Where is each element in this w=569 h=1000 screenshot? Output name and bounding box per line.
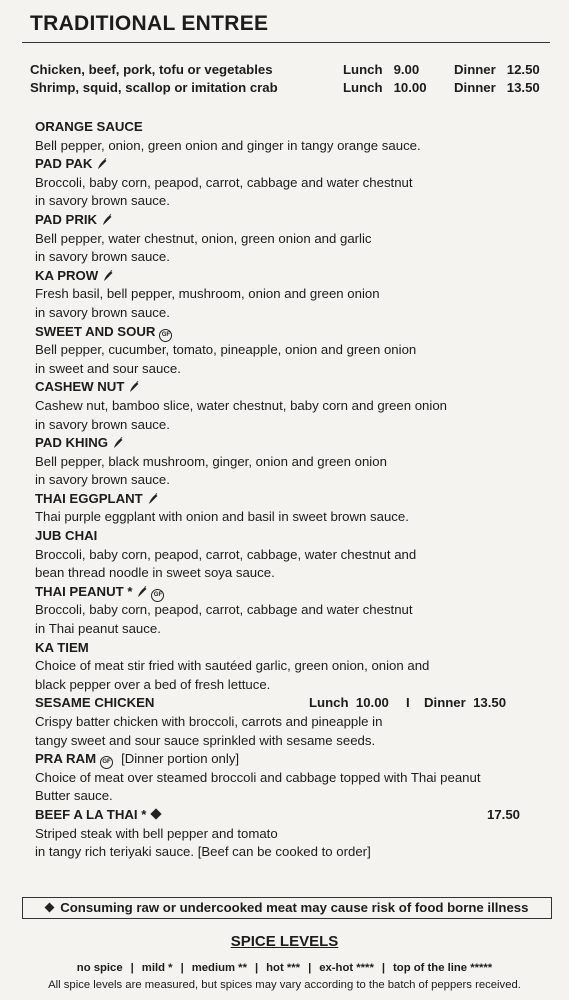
menu-item: [35, 378, 550, 434]
pricing-category: Chicken, beef, pork, tofu or vegetables: [30, 62, 273, 77]
menu-item: [35, 267, 550, 323]
description-line: in savory brown sauce.: [35, 304, 170, 320]
page-title: TRADITIONAL ENTREE: [30, 12, 269, 35]
menu-item-name-row: [35, 323, 550, 342]
entree-list: [35, 118, 550, 862]
description-line: black pepper over a bed of fresh lettuce.: [35, 676, 271, 692]
menu-item-name-row: [35, 378, 550, 397]
menu-item-name: BEEF A LA THAI *: [35, 806, 147, 822]
description-line: Thai purple eggplant with onion and basil in sweet brown sauce.: [35, 509, 409, 525]
gluten-free-icon: GF: [151, 589, 164, 602]
menu-item-name-row: [35, 211, 550, 230]
diamond-icon: [44, 903, 54, 913]
spice-levels-title: SPICE LEVELS: [230, 933, 339, 950]
menu-item-name: PAD PAK: [35, 156, 93, 172]
menu-item-name: SWEET AND SOUR: [35, 323, 156, 339]
menu-item: [35, 434, 550, 490]
menu-item: [35, 583, 550, 639]
description-line: Choice of meat stir fried with sautéed garlic, green onion, onion and: [35, 658, 430, 674]
description-line: in savory brown sauce.: [35, 472, 170, 488]
menu-item-name: PAD PRIK: [35, 211, 98, 227]
menu-item: [35, 750, 550, 806]
pricing-category: Shrimp, squid, scallop or imitation crab: [30, 80, 278, 95]
menu-item-note: [Dinner portion only]: [121, 751, 240, 767]
menu-item-name: JUB CHAI: [35, 528, 98, 544]
menu-item: [35, 806, 550, 862]
menu-item-name: THAI PEANUT *: [35, 583, 133, 599]
title-divider: [22, 42, 550, 43]
spice-level: ex-hot ****: [319, 962, 374, 974]
spice-levels-note: All spice levels are measured, but spices may vary according to the batch of peppers received.: [48, 979, 521, 991]
spice-level: mild *: [141, 962, 173, 974]
menu-item-name: KA TIEM: [35, 639, 89, 655]
spice-separator: |: [308, 962, 312, 974]
menu-item-name: SESAME CHICKEN: [35, 695, 155, 711]
description-line: Cashew nut, bamboo slice, water chestnut, baby corn and green onion: [35, 397, 447, 413]
menu-item-name-row: [35, 750, 550, 769]
spice-level: medium **: [191, 962, 247, 974]
menu-item-name-row: [35, 694, 550, 713]
menu-item: [35, 694, 550, 750]
menu-item-description: [35, 546, 550, 583]
menu-item-name-row: [35, 434, 550, 453]
menu-item-price: 17.50: [487, 806, 521, 822]
description-line: in Thai peanut sauce.: [35, 621, 161, 637]
menu-item-name: PAD KHING: [35, 435, 109, 451]
menu-item-name: THAI EGGPLANT: [35, 490, 143, 506]
description-line: Bell pepper, onion, green onion and ginger in tangy orange sauce.: [35, 137, 421, 153]
spice-separator: |: [254, 962, 259, 974]
description-line: Choice of meat over steamed broccoli and cabbage topped with Thai peanut: [35, 769, 481, 785]
menu-item-name-row: [35, 118, 550, 137]
menu-item-name-row: [35, 267, 550, 286]
price-separator: I: [406, 695, 410, 711]
description-line: Bell pepper, water chestnut, onion, green onion and garlic: [35, 230, 372, 246]
menu-item-description: [35, 453, 550, 490]
description-line: Bell pepper, cucumber, tomato, pineapple, onion and green onion: [35, 342, 417, 358]
description-line: in savory brown sauce.: [35, 193, 170, 209]
menu-item-description: [35, 825, 550, 862]
description-line: in savory brown sauce.: [35, 416, 170, 432]
menu-item-dinner-price: Dinner 13.50: [424, 695, 507, 711]
gluten-free-icon: GF: [100, 756, 113, 769]
spice-level: top of the line *****: [393, 962, 493, 974]
menu-item: [35, 211, 550, 267]
chili-pepper-icon: [101, 213, 112, 232]
warning-text: Consuming raw or undercooked meat may cause risk of food borne illness: [60, 900, 529, 915]
spice-separator: |: [180, 962, 184, 974]
menu-item-name-row: [35, 527, 550, 546]
menu-item-description: [35, 174, 550, 211]
chili-pepper-icon: [136, 585, 147, 604]
chili-pepper-icon: [102, 269, 113, 288]
pricing-lunch: Lunch 10.00: [343, 80, 427, 95]
spice-level: hot ***: [266, 962, 301, 974]
spice-level: no spice: [76, 962, 123, 974]
pricing-row: [30, 80, 550, 98]
menu-item-name: ORANGE SAUCE: [35, 119, 143, 134]
menu-item-name: CASHEW NUT: [35, 379, 125, 395]
description-line: Fresh basil, bell pepper, mushroom, onion and green onion: [35, 286, 380, 302]
chili-pepper-icon: [128, 380, 139, 399]
menu-item-description: [35, 508, 550, 527]
spice-separator: |: [381, 962, 386, 974]
menu-item-description: [35, 713, 550, 750]
menu-item-name-row: [35, 583, 550, 602]
pricing-row: [30, 62, 550, 80]
description-line: Broccoli, baby corn, peapod, carrot, cabbage and water chestnut: [35, 174, 413, 190]
menu-item-description: [35, 769, 550, 806]
menu-item-name-row: [35, 155, 550, 174]
description-line: Broccoli, baby corn, peapod, carrot, cabbage and water chestnut: [35, 602, 413, 618]
menu-item-name-row: [35, 639, 550, 658]
description-line: Striped steak with bell pepper and tomato: [35, 825, 278, 841]
menu-item-description: [35, 657, 550, 694]
description-line: tangy sweet and sour sauce sprinkled with sesame seeds.: [35, 732, 376, 748]
menu-item-lunch-price: Lunch 10.00: [309, 695, 389, 711]
spice-separator: |: [130, 962, 134, 974]
pricing-lunch: Lunch 9.00: [343, 62, 420, 77]
chili-pepper-icon: [147, 492, 158, 511]
pricing-dinner: Dinner 13.50: [454, 80, 540, 95]
description-line: in savory brown sauce.: [35, 249, 170, 265]
menu-item: [35, 323, 550, 379]
pricing-dinner: Dinner 12.50: [454, 62, 540, 77]
chili-pepper-icon: [96, 157, 107, 176]
menu-item-description: [35, 397, 550, 434]
menu-item-description: [35, 137, 550, 156]
menu-item-description: [35, 285, 550, 322]
menu-item: [35, 118, 550, 155]
description-line: Butter sauce.: [35, 788, 113, 804]
menu-item-name: KA PROW: [35, 267, 99, 283]
menu-item-description: [35, 341, 550, 378]
description-line: in tangy rich teriyaki sauce. [Beef can be cooked to order]: [35, 844, 371, 860]
description-line: Broccoli, baby corn, peapod, carrot, cabbage, water chestnut and: [35, 546, 417, 562]
menu-item: [35, 639, 550, 695]
description-line: Crispy batter chicken with broccoli, carrots and pineapple in: [35, 714, 383, 729]
menu-item-description: [35, 230, 550, 267]
menu-item: [35, 527, 550, 583]
diamond-icon: [151, 808, 162, 819]
menu-item: [35, 155, 550, 211]
spice-levels-legend: [0, 962, 569, 974]
menu-item-name-row: [35, 490, 550, 509]
menu-item: [35, 490, 550, 527]
food-safety-warning: [22, 897, 552, 919]
gluten-free-icon: GF: [159, 329, 172, 342]
description-line: in sweet and sour sauce.: [35, 360, 181, 376]
menu-item-description: [35, 601, 550, 638]
menu-item-name: PRA RAM: [35, 751, 97, 767]
menu-item-name-row: [35, 806, 550, 825]
chili-pepper-icon: [112, 436, 123, 455]
description-line: Bell pepper, black mushroom, ginger, onion and green onion: [35, 453, 387, 469]
description-line: bean thread noodle in sweet soya sauce.: [35, 565, 275, 581]
